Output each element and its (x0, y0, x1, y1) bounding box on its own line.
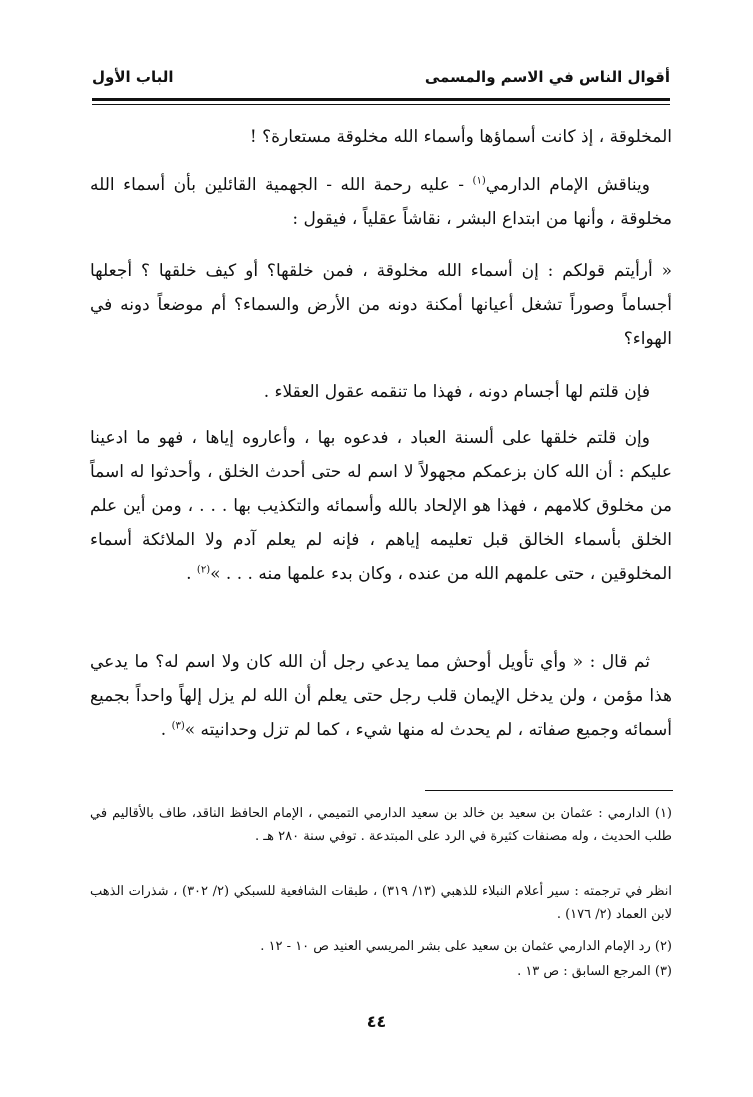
footnote-ref-3: (٣) (171, 720, 185, 732)
paragraph-6-text: ثم قال : « وأي تأويل أوحش مما يدعي رجل أن الله كان ولا اسم له؟ ما يدعي هذا مؤمن ، ولن يدخل الإيمان قلب رجل حتى يعلم أن الله لم يزل إلهاً واحداً بجميع أسمائه وجميع صفاته ، لم يحدث له منها شيء ، كما لم تزل وحدانيته » (90, 652, 672, 740)
footnote-2: (٢) رد الإمام الدارمي عثمان بن سعيد على بشر المريسي العنيد ص ١٠ - ١٢ . (260, 939, 672, 954)
paragraph-4: فإن قلتم لها أجسام دونه ، فهذا ما تنقمه عقول العقلاء . (263, 382, 650, 402)
paragraph-6 (90, 645, 672, 747)
paragraph-5 (90, 421, 672, 591)
header-rule (92, 98, 670, 101)
paragraph-1: المخلوقة ، إذ كانت أسماؤها وأسماء الله مخلوقة مستعارة؟ ! (249, 127, 672, 147)
running-header (92, 64, 670, 92)
header-chapter: الباب الأول (92, 68, 174, 86)
footnote-1-sources: انظر في ترجمته : سير أعلام النبلاء للذهبي (١٣/ ٣١٩) ، طبقات الشافعية للسبكي (٢/ ٣٠٢) ، شذرات الذهب لابن العماد (٢/ ١٧٦) . (90, 884, 673, 922)
paragraph-3-quote: « أرأيتم قولكم : إن أسماء الله مخلوقة ، فمن خلقها؟ أو كيف خلقها ؟ أجعلها أجساماً وصوراً تشغل أعيانها أمكنة دونه من الأرض والسماء؟ أم موضعاً دونه في الهواء؟ (90, 261, 672, 349)
paragraph-5-text: وإن قلتم خلقها على ألسنة العباد ، فدعوه بها ، وأعاروه إياها ، فهو ما ادعينا عليكم : أن الله كان بزعمكم مجهولاً لا اسم له حتى أحدث الخلق ، وأحدثوا له اسماً من مخلوق كلامهم ، فهذا هو الإلحاد بالله وأسمائه والتكذيب بها . . . ، ومن أين علم الخلق بأسماء الخالق قبل تعليمه إياهم ، فإنه لم يعلم آدم ولا الملائكة أسماء المخلوقين ، حتى علمهم الله من عنده ، وكان بدء علمها منه . . . » (90, 428, 672, 584)
paragraph-2-rest: - عليه رحمة الله - الجهمية القائلين بأن أسماء الله مخلوقة ، وأنها من ابتداع البشر ، نقاشاً عقلياً ، فيقول : (90, 175, 672, 229)
page-number: ٤٤ (366, 1012, 387, 1031)
footnote-3: (٣) المرجع السابق : ص ١٣ . (517, 964, 672, 979)
header-rule-thin (92, 104, 670, 105)
paragraph-5-end: . (186, 564, 197, 584)
footnote-ref-2: (٢) (196, 564, 211, 576)
footnote-1: (١) الدارمي : عثمان بن سعيد بن خالد بن سعيد الدارمي التميمي ، الإمام الحافظ الناقد، طاف بالأقاليم في طلب الحديث ، وله مصنفات كثيرة في الرد على المبتدعة . توفي سنة ٢٨٠ هـ . (90, 806, 672, 844)
header-title: أقوال الناس في الاسم والمسمى (424, 68, 670, 86)
paragraph-2 (90, 168, 672, 236)
footnote-separator (425, 790, 673, 791)
paragraph-2-start: ويناقش الإمام الدارمي (485, 175, 650, 195)
paragraph-6-end: . (160, 720, 172, 740)
footnote-ref-1: (١) (472, 175, 486, 187)
